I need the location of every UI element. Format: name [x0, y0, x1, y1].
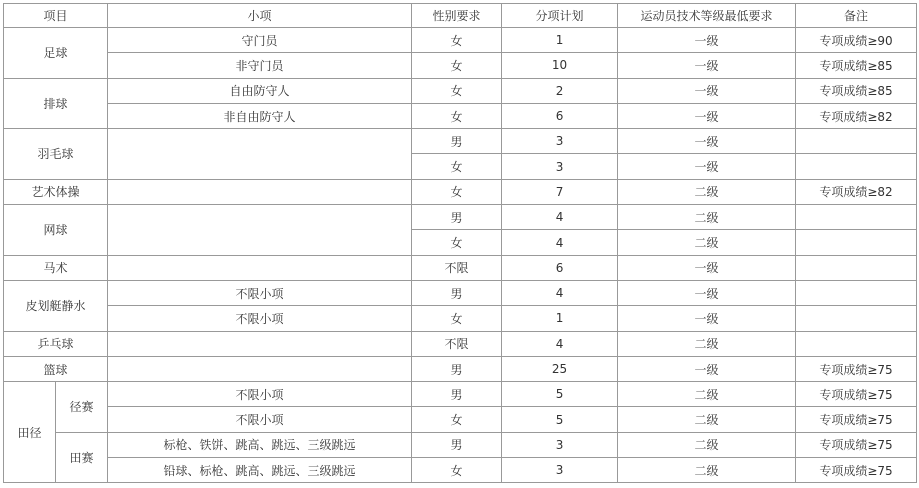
level-cell: 二级 — [618, 179, 796, 204]
table-row — [4, 458, 917, 483]
subitem-cell: 自由防守人 — [108, 78, 412, 103]
gender-cell: 女 — [412, 179, 502, 204]
note-cell: 专项成绩≥85 — [796, 78, 917, 103]
level-cell: 一级 — [618, 78, 796, 103]
note-cell: 专项成绩≥75 — [796, 356, 917, 381]
gender-cell: 男 — [412, 382, 502, 407]
gender-cell: 男 — [412, 129, 502, 154]
project-cell: 足球 — [4, 28, 108, 79]
event-group-cell: 田赛 — [56, 432, 108, 483]
plan-cell: 5 — [502, 407, 618, 432]
header-note: 备注 — [796, 4, 917, 28]
subitem-cell: 不限小项 — [108, 382, 412, 407]
plan-cell: 1 — [502, 306, 618, 331]
note-cell: 专项成绩≥75 — [796, 458, 917, 483]
subitem-cell — [108, 179, 412, 204]
note-cell: 专项成绩≥82 — [796, 103, 917, 128]
table-header-row — [4, 4, 917, 28]
project-cell: 羽毛球 — [4, 129, 108, 180]
table-row — [4, 382, 917, 407]
table-row — [4, 28, 917, 53]
subitem-cell — [108, 356, 412, 381]
plan-cell: 10 — [502, 53, 618, 78]
subitem-cell: 守门员 — [108, 28, 412, 53]
level-cell: 一级 — [618, 280, 796, 305]
subitem-cell: 不限小项 — [108, 407, 412, 432]
plan-cell: 4 — [502, 331, 618, 356]
table-row — [4, 407, 917, 432]
plan-cell: 2 — [502, 78, 618, 103]
gender-cell: 女 — [412, 28, 502, 53]
plan-cell: 5 — [502, 382, 618, 407]
note-cell: 专项成绩≥85 — [796, 53, 917, 78]
subitem-cell: 非守门员 — [108, 53, 412, 78]
table-row — [4, 255, 917, 280]
note-cell — [796, 205, 917, 230]
plan-cell: 25 — [502, 356, 618, 381]
subitem-cell: 不限小项 — [108, 306, 412, 331]
note-cell — [796, 230, 917, 255]
subitem-cell: 标枪、铁饼、跳高、跳远、三级跳远 — [108, 432, 412, 457]
table-row — [4, 432, 917, 457]
level-cell: 二级 — [618, 432, 796, 457]
level-cell: 二级 — [618, 230, 796, 255]
table-row — [4, 129, 917, 154]
subitem-cell: 非自由防守人 — [108, 103, 412, 128]
gender-cell: 不限 — [412, 331, 502, 356]
table-row — [4, 53, 917, 78]
level-cell: 二级 — [618, 331, 796, 356]
event-group-cell: 径赛 — [56, 382, 108, 433]
note-cell — [796, 280, 917, 305]
header-project: 项目 — [4, 4, 108, 28]
project-cell: 乒乓球 — [4, 331, 108, 356]
plan-cell: 6 — [502, 255, 618, 280]
subitem-cell — [108, 129, 412, 180]
gender-cell: 男 — [412, 356, 502, 381]
header-subitem: 小项 — [108, 4, 412, 28]
plan-cell: 1 — [502, 28, 618, 53]
note-cell — [796, 255, 917, 280]
subitem-cell: 不限小项 — [108, 280, 412, 305]
table-row — [4, 331, 917, 356]
level-cell: 二级 — [618, 407, 796, 432]
plan-cell: 4 — [502, 205, 618, 230]
header-gender: 性别要求 — [412, 4, 502, 28]
project-cell: 网球 — [4, 205, 108, 256]
gender-cell: 男 — [412, 280, 502, 305]
level-cell: 一级 — [618, 154, 796, 179]
gender-cell: 女 — [412, 154, 502, 179]
table-row — [4, 179, 917, 204]
project-cell: 田径 — [4, 382, 56, 483]
subitem-cell: 铅球、标枪、跳高、跳远、三级跳远 — [108, 458, 412, 483]
subitem-cell — [108, 255, 412, 280]
project-cell: 皮划艇静水 — [4, 280, 108, 331]
subitem-cell — [108, 205, 412, 256]
project-cell: 篮球 — [4, 356, 108, 381]
gender-cell: 女 — [412, 103, 502, 128]
table-row — [4, 306, 917, 331]
note-cell: 专项成绩≥75 — [796, 407, 917, 432]
table-row — [4, 78, 917, 103]
note-cell: 专项成绩≥82 — [796, 179, 917, 204]
level-cell: 二级 — [618, 458, 796, 483]
plan-cell: 3 — [502, 458, 618, 483]
gender-cell: 不限 — [412, 255, 502, 280]
admission-plan-table — [3, 3, 917, 483]
header-plan: 分项计划 — [502, 4, 618, 28]
note-cell: 专项成绩≥90 — [796, 28, 917, 53]
plan-cell: 7 — [502, 179, 618, 204]
gender-cell: 女 — [412, 78, 502, 103]
level-cell: 二级 — [618, 382, 796, 407]
table-row — [4, 280, 917, 305]
plan-cell: 6 — [502, 103, 618, 128]
note-cell — [796, 306, 917, 331]
level-cell: 一级 — [618, 129, 796, 154]
table-row — [4, 103, 917, 128]
note-cell — [796, 129, 917, 154]
level-cell: 一级 — [618, 255, 796, 280]
level-cell: 一级 — [618, 103, 796, 128]
project-cell: 排球 — [4, 78, 108, 129]
plan-cell: 3 — [502, 432, 618, 457]
gender-cell: 男 — [412, 205, 502, 230]
level-cell: 一级 — [618, 306, 796, 331]
note-cell: 专项成绩≥75 — [796, 432, 917, 457]
level-cell: 一级 — [618, 28, 796, 53]
plan-cell: 4 — [502, 280, 618, 305]
note-cell: 专项成绩≥75 — [796, 382, 917, 407]
header-level: 运动员技术等级最低要求 — [618, 4, 796, 28]
plan-cell: 3 — [502, 154, 618, 179]
gender-cell: 女 — [412, 407, 502, 432]
project-cell: 马术 — [4, 255, 108, 280]
table-row — [4, 205, 917, 230]
gender-cell: 女 — [412, 458, 502, 483]
plan-cell: 3 — [502, 129, 618, 154]
project-cell: 艺术体操 — [4, 179, 108, 204]
subitem-cell — [108, 331, 412, 356]
gender-cell: 女 — [412, 230, 502, 255]
note-cell — [796, 154, 917, 179]
level-cell: 一级 — [618, 53, 796, 78]
note-cell — [796, 331, 917, 356]
gender-cell: 女 — [412, 306, 502, 331]
plan-cell: 4 — [502, 230, 618, 255]
table-row — [4, 356, 917, 381]
gender-cell: 女 — [412, 53, 502, 78]
level-cell: 二级 — [618, 205, 796, 230]
gender-cell: 男 — [412, 432, 502, 457]
level-cell: 一级 — [618, 356, 796, 381]
